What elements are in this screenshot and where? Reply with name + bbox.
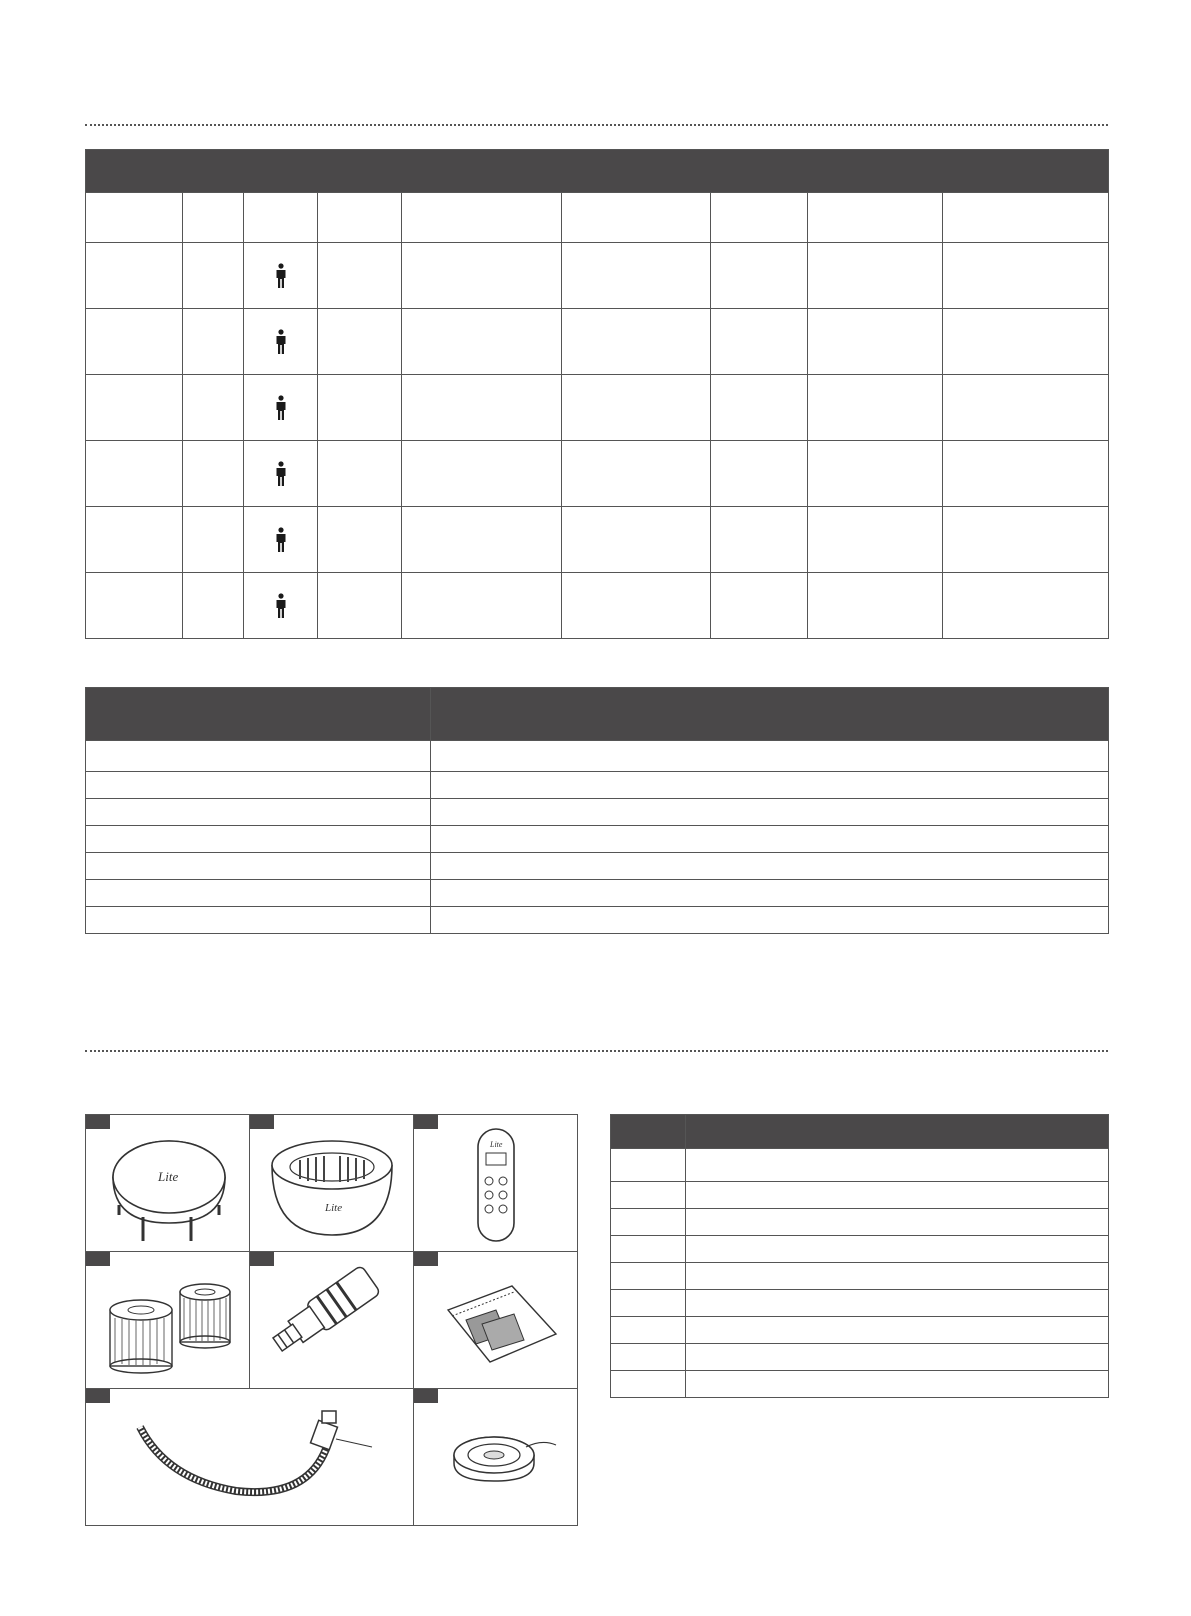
parts-table-header bbox=[686, 1115, 1109, 1149]
spec-cell bbox=[943, 573, 1109, 639]
spec-cell bbox=[402, 441, 562, 507]
spec-cell bbox=[562, 573, 711, 639]
parts-cell bbox=[686, 1209, 1109, 1236]
section-divider-middle bbox=[85, 1050, 1108, 1052]
component-cell-8 bbox=[413, 1388, 578, 1526]
model-cell bbox=[86, 772, 431, 799]
capacity-cell bbox=[244, 243, 318, 309]
parts-table-body bbox=[611, 1149, 1109, 1398]
spec-cell bbox=[318, 507, 402, 573]
spec-cell bbox=[86, 441, 183, 507]
component-number-tag bbox=[250, 1115, 274, 1129]
inflatable-spa-icon bbox=[250, 1115, 414, 1252]
spec-cell bbox=[183, 441, 244, 507]
spec-cell bbox=[86, 375, 183, 441]
spec-cell bbox=[943, 507, 1109, 573]
model-cell bbox=[86, 799, 431, 826]
spec-cell bbox=[183, 309, 244, 375]
spec-col-header bbox=[86, 193, 183, 243]
spa-cover-icon bbox=[86, 1115, 250, 1252]
connector-valve-icon bbox=[250, 1252, 414, 1389]
spec-cell bbox=[943, 375, 1109, 441]
parts-table-row bbox=[611, 1149, 1109, 1182]
parts-table-row bbox=[611, 1371, 1109, 1398]
spec-cell bbox=[183, 375, 244, 441]
spec-col-header bbox=[808, 193, 943, 243]
spec-cell bbox=[711, 441, 808, 507]
spec-table-row bbox=[86, 507, 1109, 573]
spec-col-header bbox=[943, 193, 1109, 243]
spec-cell bbox=[318, 573, 402, 639]
spa-cover-logo: Lite bbox=[158, 1169, 179, 1184]
model-cell bbox=[86, 853, 431, 880]
model-table-row bbox=[86, 741, 1109, 772]
parts-table-row bbox=[611, 1290, 1109, 1317]
model-table-header bbox=[431, 688, 1109, 741]
spec-cell bbox=[808, 309, 943, 375]
capacity-cell bbox=[244, 441, 318, 507]
model-cell bbox=[431, 741, 1109, 772]
spec-cell bbox=[318, 243, 402, 309]
parts-cell bbox=[611, 1344, 686, 1371]
model-table-header bbox=[86, 688, 431, 741]
spec-cell bbox=[86, 507, 183, 573]
component-cell-2 bbox=[249, 1114, 414, 1252]
component-cell-1 bbox=[85, 1114, 250, 1252]
spec-cell bbox=[562, 309, 711, 375]
person-icon bbox=[275, 329, 287, 355]
spec-cell bbox=[808, 507, 943, 573]
parts-cell bbox=[611, 1236, 686, 1263]
spec-table-row bbox=[86, 309, 1109, 375]
model-table-header-row bbox=[86, 688, 1109, 741]
parts-cell bbox=[611, 1371, 686, 1398]
spec-table bbox=[85, 149, 1109, 639]
spec-cell bbox=[711, 243, 808, 309]
tape-roll-icon bbox=[414, 1389, 578, 1526]
spec-cell bbox=[562, 243, 711, 309]
parts-cell bbox=[611, 1263, 686, 1290]
component-cell-7 bbox=[85, 1388, 414, 1526]
spec-col-header bbox=[402, 193, 562, 243]
spec-cell bbox=[711, 375, 808, 441]
spec-cell bbox=[402, 507, 562, 573]
component-number-tag bbox=[86, 1389, 110, 1403]
parts-table-row bbox=[611, 1182, 1109, 1209]
parts-cell bbox=[686, 1236, 1109, 1263]
person-icon bbox=[275, 461, 287, 487]
spec-cell bbox=[562, 507, 711, 573]
spec-cell bbox=[183, 243, 244, 309]
spec-table-body bbox=[86, 243, 1109, 639]
parts-cell bbox=[686, 1371, 1109, 1398]
parts-cell bbox=[686, 1149, 1109, 1182]
spec-cell bbox=[808, 573, 943, 639]
parts-cell bbox=[686, 1290, 1109, 1317]
spec-table-row bbox=[86, 441, 1109, 507]
component-cell-6 bbox=[413, 1251, 578, 1389]
parts-cell bbox=[611, 1290, 686, 1317]
spec-table-row bbox=[86, 375, 1109, 441]
spec-cell bbox=[402, 375, 562, 441]
model-table-row bbox=[86, 880, 1109, 907]
spec-cell bbox=[402, 309, 562, 375]
parts-table-row bbox=[611, 1263, 1109, 1290]
spec-cell bbox=[943, 441, 1109, 507]
remote-logo: Lite bbox=[490, 1140, 503, 1149]
spec-col-header bbox=[183, 193, 244, 243]
spec-cell bbox=[943, 243, 1109, 309]
component-cell-5 bbox=[249, 1251, 414, 1389]
spec-cell bbox=[86, 573, 183, 639]
person-icon bbox=[275, 263, 287, 289]
spec-cell bbox=[711, 309, 808, 375]
spec-cell bbox=[318, 309, 402, 375]
spec-col-header bbox=[711, 193, 808, 243]
spec-table-title-row bbox=[86, 150, 1109, 193]
section-divider-top bbox=[85, 124, 1108, 126]
model-cell bbox=[86, 826, 431, 853]
spec-table-row bbox=[86, 573, 1109, 639]
filter-cartridges-icon bbox=[86, 1252, 250, 1389]
parts-table-row bbox=[611, 1236, 1109, 1263]
person-icon bbox=[275, 593, 287, 619]
model-table-row bbox=[86, 772, 1109, 799]
spec-table-header-row bbox=[86, 193, 1109, 243]
parts-table bbox=[610, 1114, 1109, 1398]
model-cell bbox=[86, 880, 431, 907]
spec-table-title bbox=[86, 150, 1109, 193]
parts-cell bbox=[611, 1209, 686, 1236]
parts-cell bbox=[686, 1263, 1109, 1290]
model-table-row bbox=[86, 799, 1109, 826]
spec-col-header bbox=[318, 193, 402, 243]
remote-control-icon bbox=[414, 1115, 578, 1252]
spec-cell bbox=[183, 573, 244, 639]
spec-cell bbox=[402, 243, 562, 309]
component-cell-4 bbox=[85, 1251, 250, 1389]
capacity-cell bbox=[244, 375, 318, 441]
spec-table-row bbox=[86, 243, 1109, 309]
model-table-row bbox=[86, 907, 1109, 934]
parts-cell bbox=[611, 1149, 686, 1182]
spec-cell bbox=[711, 507, 808, 573]
spec-cell bbox=[86, 243, 183, 309]
model-cell bbox=[431, 799, 1109, 826]
component-number-tag bbox=[86, 1115, 110, 1129]
person-icon bbox=[275, 395, 287, 421]
spec-cell bbox=[808, 243, 943, 309]
model-cell bbox=[431, 772, 1109, 799]
model-cell bbox=[431, 880, 1109, 907]
spec-cell bbox=[562, 441, 711, 507]
model-cell bbox=[86, 741, 431, 772]
hose-icon bbox=[86, 1389, 414, 1526]
parts-cell bbox=[686, 1317, 1109, 1344]
model-table-body bbox=[86, 741, 1109, 934]
repair-patches-icon bbox=[414, 1252, 578, 1389]
parts-cell bbox=[611, 1317, 686, 1344]
spec-cell bbox=[562, 375, 711, 441]
parts-cell bbox=[686, 1182, 1109, 1209]
spec-cell bbox=[318, 375, 402, 441]
model-table-row bbox=[86, 853, 1109, 880]
model-table bbox=[85, 687, 1109, 934]
spec-col-header bbox=[562, 193, 711, 243]
spec-cell bbox=[402, 573, 562, 639]
component-cell-3 bbox=[413, 1114, 578, 1252]
parts-table-row bbox=[611, 1317, 1109, 1344]
component-number-tag bbox=[414, 1252, 438, 1266]
parts-table-header-row bbox=[611, 1115, 1109, 1149]
spec-cell bbox=[183, 507, 244, 573]
spec-cell bbox=[943, 309, 1109, 375]
component-number-tag bbox=[86, 1252, 110, 1266]
model-cell bbox=[431, 826, 1109, 853]
model-cell bbox=[86, 907, 431, 934]
spec-cell bbox=[808, 441, 943, 507]
spec-cell bbox=[711, 573, 808, 639]
spec-cell bbox=[808, 375, 943, 441]
capacity-cell bbox=[244, 573, 318, 639]
parts-cell bbox=[611, 1182, 686, 1209]
component-number-tag bbox=[414, 1389, 438, 1403]
model-cell bbox=[431, 853, 1109, 880]
model-cell bbox=[431, 907, 1109, 934]
parts-table-header bbox=[611, 1115, 686, 1149]
person-icon bbox=[275, 527, 287, 553]
capacity-cell bbox=[244, 309, 318, 375]
component-number-tag bbox=[414, 1115, 438, 1129]
parts-cell bbox=[686, 1344, 1109, 1371]
parts-table-row bbox=[611, 1344, 1109, 1371]
model-table-row bbox=[86, 826, 1109, 853]
spa-logo: Lite bbox=[325, 1202, 343, 1214]
capacity-cell bbox=[244, 507, 318, 573]
spec-cell bbox=[86, 309, 183, 375]
spec-cell bbox=[318, 441, 402, 507]
parts-table-row bbox=[611, 1209, 1109, 1236]
spec-col-header bbox=[244, 193, 318, 243]
component-number-tag bbox=[250, 1252, 274, 1266]
